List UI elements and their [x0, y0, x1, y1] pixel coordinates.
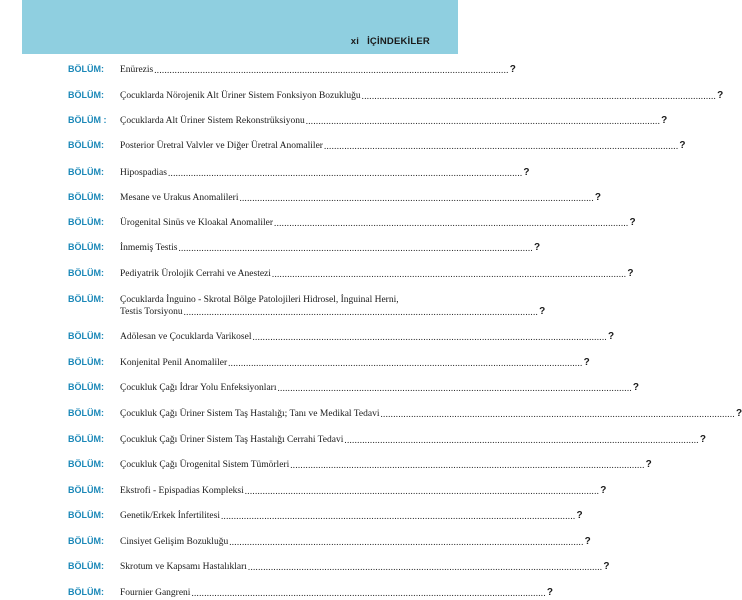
header-page-number: xi: [350, 36, 360, 47]
entry-text: [120, 510, 583, 522]
chapter-title: Hipospadias: [120, 168, 167, 178]
dot-leader: ...........................................................................................................................................: [247, 562, 603, 572]
entry-text: [120, 268, 634, 280]
dot-leader: ...........................................................................................................................................: [167, 168, 523, 178]
page-number: ?: [645, 459, 652, 470]
dot-leader: ...........................................................................................................................................: [277, 383, 632, 393]
dot-leader: ...........................................................................................................................................: [344, 435, 699, 445]
page-number: ?: [583, 357, 590, 368]
dot-leader: ...........................................................................................................................................: [361, 91, 717, 101]
dot-leader: ...........................................................................................................................................: [154, 65, 509, 75]
chapter-label: BÖLÜM:: [68, 167, 104, 177]
entry-text: [120, 167, 530, 179]
chapter-label: BÖLÜM:: [68, 90, 104, 100]
chapter-title: Çocukluk Çağı Ürogenital Sistem Tümörleri: [120, 460, 290, 470]
page-number: ?: [533, 242, 541, 253]
entry-text: [120, 294, 546, 318]
entry-text: [120, 242, 541, 254]
chapter-title: Çocukluk Çağı İdrar Yolu Enfeksiyonları: [120, 383, 277, 393]
chapter-title: Pediyatrik Ürolojik Cerrahi ve Anestezi: [120, 269, 271, 279]
chapter-label: BÖLÜM:: [68, 242, 104, 252]
chapter-label: BÖLÜM:: [68, 408, 104, 418]
chapter-label: BÖLÜM :: [68, 115, 107, 125]
dot-leader: ...........................................................................................................................................: [228, 358, 583, 368]
page-number: ?: [539, 306, 546, 317]
page-number: ?: [661, 115, 668, 126]
page-number: ?: [603, 561, 610, 572]
entry-text: [120, 561, 610, 573]
chapter-label: BÖLÜM:: [68, 382, 104, 392]
chapter-label: BÖLÜM:: [68, 485, 104, 495]
dot-leader: ...........................................................................................................................................: [271, 269, 627, 279]
chapter-label: BÖLÜM:: [68, 217, 104, 227]
chapter-title: Skrotum ve Kapsamı Hastalıkları: [120, 562, 247, 572]
dot-leader: ...........................................................................................................................................: [220, 511, 576, 521]
page-number: ?: [576, 510, 583, 521]
dot-leader: ...........................................................................................................................................: [244, 486, 600, 496]
page-number: ?: [607, 331, 615, 342]
dot-leader: ...........................................................................................................................................: [305, 116, 661, 126]
chapter-title: Mesane ve Urakus Anomalileri: [120, 193, 239, 203]
chapter-title: Posterior Üretral Valvler ve Diğer Üretral Anomaliler: [120, 141, 323, 151]
chapter-title: Çocukluk Çağı Üriner Sistem Taş Hastalığı Cerrahi Tedavi: [120, 435, 344, 445]
dot-leader: ...........................................................................................................................................: [178, 243, 533, 253]
dot-leader: ...........................................................................................................................................: [239, 193, 594, 203]
page-number: ?: [584, 536, 591, 547]
dot-leader: ...........................................................................................................................................: [252, 332, 607, 342]
page-number: ?: [600, 485, 607, 496]
dot-leader: ...........................................................................................................................................: [380, 409, 735, 419]
chapter-title: Ürogenital Sinüs ve Kloakal Anomaliler: [120, 218, 274, 228]
chapter-title: Fournier Gangreni: [120, 588, 191, 598]
entry-text: [120, 217, 636, 229]
chapter-label: BÖLÜM:: [68, 459, 104, 469]
entry-text: [120, 587, 554, 599]
chapter-label: BÖLÜM:: [68, 331, 104, 341]
chapter-label: BÖLÜM:: [68, 434, 104, 444]
chapter-label: BÖLÜM:: [68, 357, 104, 367]
entry-text: [120, 331, 615, 343]
chapter-title: Çocuklarda İnguino - Skrotal Bölge Patolojileri Hidrosel, İnguinal Herni,: [120, 295, 399, 305]
page-number: ?: [632, 382, 640, 393]
header-title: İÇİNDEKİLER: [367, 36, 430, 47]
entry-text: [120, 408, 742, 420]
page-number: ?: [509, 64, 516, 75]
dot-leader: ...........................................................................................................................................: [274, 218, 629, 228]
chapter-label: BÖLÜM:: [68, 192, 104, 202]
page-number: ?: [679, 140, 686, 151]
chapter-label: BÖLÜM:: [68, 510, 104, 520]
entry-text: [120, 459, 652, 471]
entry-text: [120, 140, 686, 152]
page-number: ?: [717, 90, 724, 101]
page-number: ?: [523, 167, 530, 178]
entry-text: [120, 357, 590, 369]
entry-text: [120, 90, 724, 102]
entry-text: [120, 434, 706, 446]
chapter-label: BÖLÜM:: [68, 140, 104, 150]
entry-text: [120, 64, 516, 76]
chapter-title: Enürezis: [120, 65, 154, 75]
dot-leader: ...........................................................................................................................................: [183, 307, 539, 317]
chapter-title: Çocukluk Çağı Üriner Sistem Taş Hastalığı; Tanı ve Medikal Tedavi: [120, 409, 380, 419]
page-number: ?: [594, 192, 602, 203]
entry-text: [120, 485, 607, 497]
page-number: ?: [629, 217, 636, 228]
page-number: ?: [735, 408, 742, 419]
dot-leader: ...........................................................................................................................................: [290, 460, 645, 470]
chapter-title-continued: Testis Torsiyonu: [120, 307, 183, 317]
dot-leader: ...........................................................................................................................................: [191, 588, 546, 598]
dot-leader: ...........................................................................................................................................: [323, 141, 679, 151]
chapter-label: BÖLÜM:: [68, 587, 104, 597]
entry-text: [120, 536, 591, 548]
chapter-title: Çocuklarda Nörojenik Alt Üriner Sistem Fonksiyon Bozukluğu: [120, 91, 361, 101]
chapter-title: Genetik/Erkek İnfertilitesi: [120, 511, 220, 521]
chapter-title: Ekstrofi - Epispadias Kompleksi: [120, 486, 244, 496]
chapter-title: İnmemiş Testis: [120, 243, 178, 253]
entry-text: [120, 115, 668, 127]
page-number: ?: [546, 587, 554, 598]
dot-leader: ...........................................................................................................................................: [229, 537, 584, 547]
chapter-title: Adölesan ve Çocuklarda Varikosel: [120, 332, 252, 342]
chapter-title: Konjenital Penil Anomaliler: [120, 358, 228, 368]
chapter-label: BÖLÜM:: [68, 536, 104, 546]
chapter-label: BÖLÜM:: [68, 561, 104, 571]
page-number: ?: [627, 268, 634, 279]
entry-text: [120, 382, 640, 394]
chapter-title: Çocuklarda Alt Üriner Sistem Rekonstrüksiyonu: [120, 116, 305, 126]
entry-text: [120, 192, 602, 204]
chapter-label: BÖLÜM:: [68, 64, 104, 74]
page-number: ?: [699, 434, 706, 445]
chapter-title: Cinsiyet Gelişim Bozukluğu: [120, 537, 229, 547]
chapter-label: BÖLÜM:: [68, 268, 104, 278]
chapter-label: BÖLÜM:: [68, 294, 104, 304]
